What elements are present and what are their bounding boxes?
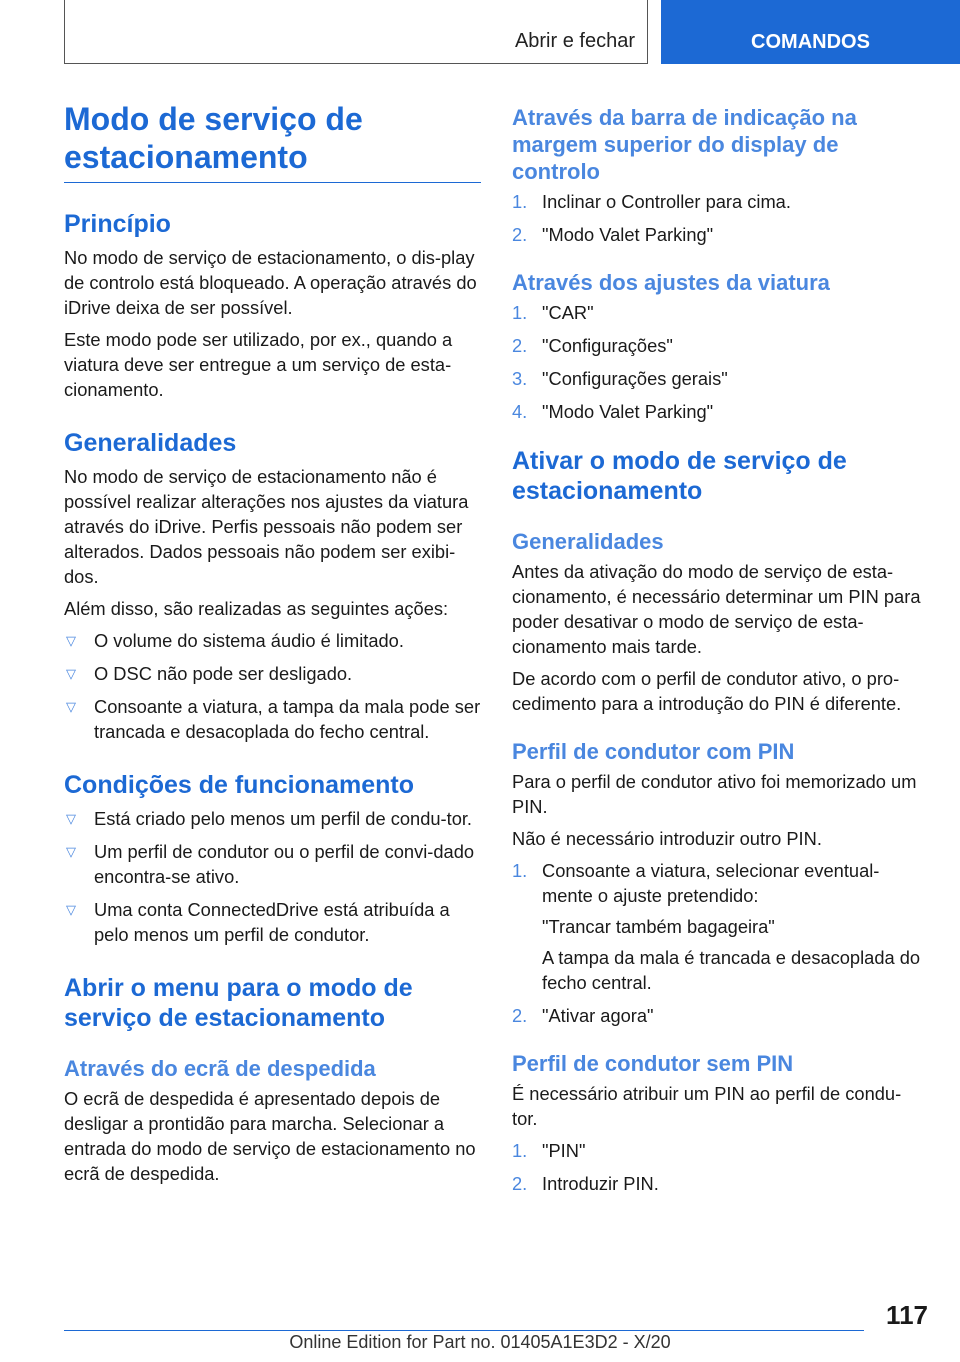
numbered-list [512,189,924,247]
subheading-sem-pin: Perfil de condutor sem PIN [512,1051,794,1076]
left-column [64,100,481,1193]
paragraph: Antes da ativação do modo de serviço de esta-cionamento, é necessário determinar um PIN para poder desativar o modo de serviço de esta-cionamento mais tarde. [512,561,921,657]
bullet-list [64,628,481,744]
step-detail: A tampa da mala é trancada e desacoplada do fecho central. [542,947,921,993]
numbered-list [512,300,924,424]
list-item: 2. "Modo Valet Parking" [512,224,714,245]
paragraph: Além disso, são realizadas as seguintes ações: [64,598,449,619]
paragraph: No modo de serviço de estacionamento, o dis-play de controlo está bloqueado. A operação através do iDrive deixa de ser possível. [64,247,477,318]
triangle-bullet-icon: ▽ [66,811,76,826]
list-item: 2. Introduzir PIN. [512,1173,659,1194]
paragraph: De acordo com o perfil de condutor ativo, o pro-cedimento para a introdução do PIN é diferente. [512,668,902,714]
triangle-bullet-icon: ▽ [66,844,76,859]
numbered-list [512,858,924,1028]
list-item: 1. "PIN" [512,1140,586,1161]
page-number: 117 [886,1300,928,1330]
step-detail: "Trancar também bagageira" [542,916,775,937]
list-item: ▽ Uma conta ConnectedDrive está atribuída a pelo menos um perfil de condutor. [66,899,450,945]
subheading-ecra-despedida: Através do ecrã de despedida [64,1056,376,1081]
list-item: 1. Consoante a viatura, selecionar eventual-mente o ajuste pretendido: "Trancar também bagageira" A tampa da mala é trancada e desacoplada do fecho central. [512,858,924,995]
subheading-barra-indicacao: Através da barra de indicação na margem superior do display de controlo [512,105,857,184]
subheading-com-pin: Perfil de condutor com PIN [512,739,795,764]
paragraph: Não é necessário introduzir outro PIN. [512,828,822,849]
paragraph: É necessário atribuir um PIN ao perfil de condu-tor. [512,1083,902,1129]
list-item: ▽ O volume do sistema áudio é limitado. [66,630,404,651]
chapter-tab [661,0,960,64]
heading-ativar-modo: Ativar o modo de serviço de estacionamento [512,447,847,505]
list-item: ▽ O DSC não pode ser desligado. [66,663,353,684]
heading-condicoes: Condições de funcionamento [64,771,415,799]
page-title: Modo de serviço de estacionamento [64,100,481,183]
section-title: Abrir e fechar [514,30,635,52]
heading-principio: Princípio [64,210,171,238]
list-item: 1. Inclinar o Controller para cima. [512,191,791,212]
list-item: 4. "Modo Valet Parking" [512,401,714,422]
list-item: 2. "Ativar agora" [512,1005,654,1026]
footer-divider [64,1330,864,1331]
paragraph: Este modo pode ser utilizado, por ex., quando a viatura deve ser entregue a um serviço de esta-cionamento. [64,329,453,400]
subheading-generalidades: Generalidades [512,529,664,554]
bullet-list [64,806,481,947]
triangle-bullet-icon: ▽ [66,699,76,714]
heading-generalidades: Generalidades [64,429,237,457]
triangle-bullet-icon: ▽ [66,633,76,648]
numbered-list [512,1138,924,1196]
triangle-bullet-icon: ▽ [66,902,76,917]
chapter-label: COMANDOS [751,31,870,53]
list-item: 3. "Configurações gerais" [512,368,728,389]
subheading-ajustes-viatura: Através dos ajustes da viatura [512,270,830,295]
right-column [512,104,924,1204]
paragraph: O ecrã de despedida é apresentado depois de desligar a prontidão para marcha. Selecionar a entrada do modo de serviço de estacionamento no ecrã de despedida. [64,1088,476,1184]
edition-note: Online Edition for Part no. 01405A1E3D2 - X/20 [289,1332,671,1352]
list-item: ▽ Está criado pelo menos um perfil de condu-tor. [66,808,473,829]
paragraph: No modo de serviço de estacionamento não é possível realizar alterações nos ajustes da viatura através do iDrive. Perfis pessoais não podem ser alterados. Dados pessoais não podem ser exibi-dos. [64,466,469,587]
list-item: ▽ Consoante a viatura, a tampa da mala pode ser trancada e desacoplada do fecho central. [66,696,481,742]
header-frame [64,0,648,64]
list-item: ▽ Um perfil de condutor ou o perfil de convi-dado encontra-se ativo. [66,841,475,887]
triangle-bullet-icon: ▽ [66,666,76,681]
paragraph: Para o perfil de condutor ativo foi memorizado um PIN. [512,771,917,817]
heading-abrir-menu: Abrir o menu para o modo de serviço de estacionamento [64,974,413,1032]
list-item: 2. "Configurações" [512,335,673,356]
list-item: 1. "CAR" [512,302,594,323]
